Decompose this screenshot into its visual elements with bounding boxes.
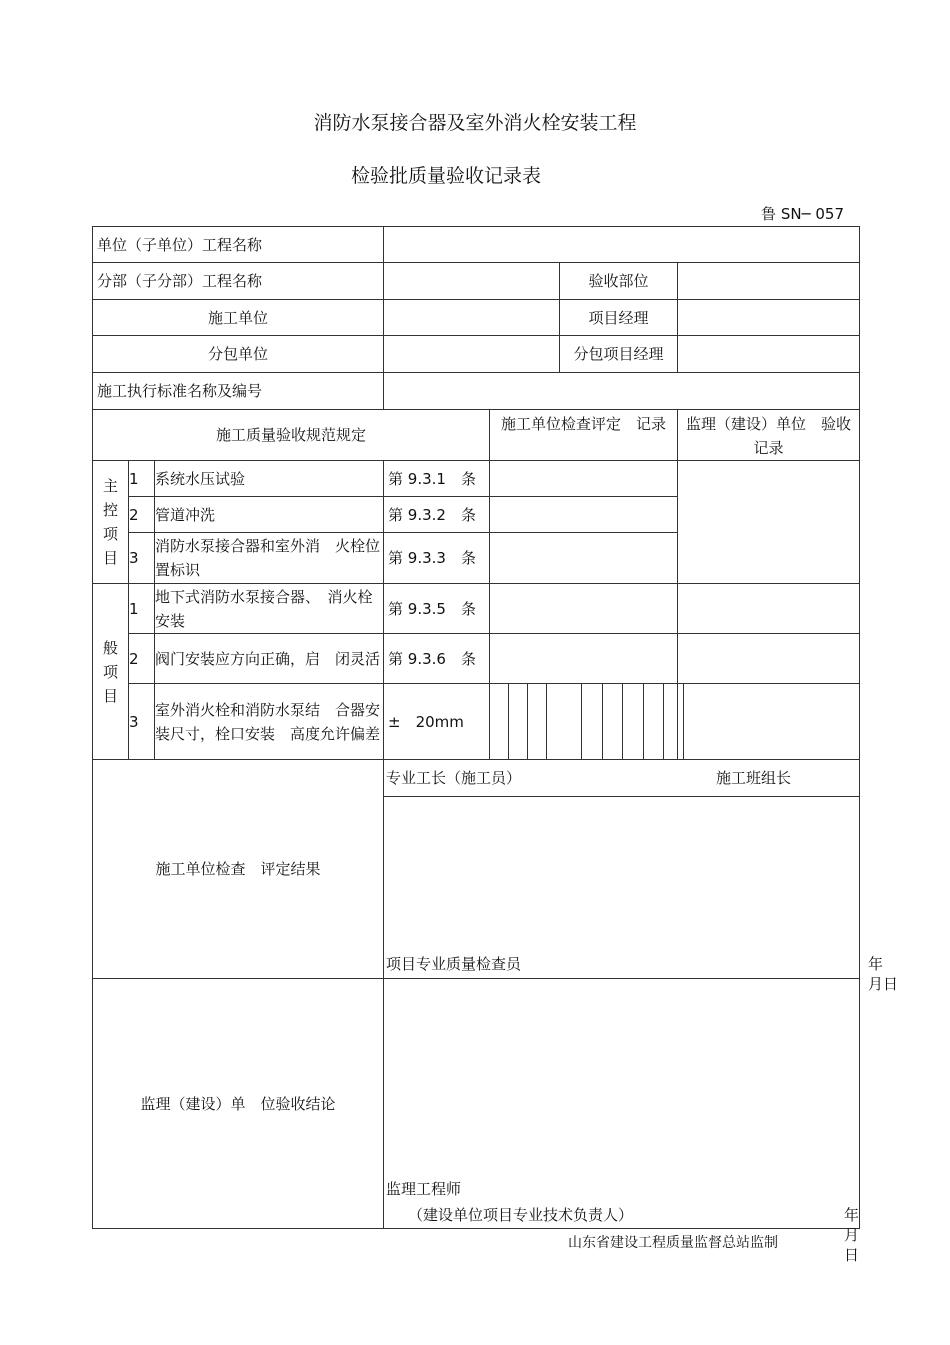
item-clause: 第 9.3.2 条 [384, 497, 490, 533]
supervision-check-cell[interactable] [678, 584, 860, 634]
item-number: 3 [129, 533, 155, 584]
item-text: 系统水压试验 [155, 461, 384, 497]
general-label [93, 584, 129, 760]
deviation-grid-table [490, 684, 684, 759]
item-number: 2 [129, 634, 155, 684]
quality-inspector-label: 项目专业质量检查员 [386, 955, 522, 973]
construction-result-box [384, 760, 899, 993]
item-clause: 第 9.3.5 条 [384, 584, 490, 634]
main-control-char: 主 [102, 477, 118, 495]
form-title: 消防水泵接合器及室外消火栓安装工程 [313, 112, 637, 134]
item-text: 室外消火栓和消防水泵结 合器安装尺寸，栓口安装 高度允许偏差 [155, 684, 384, 760]
construction-date: 年 月日 [868, 955, 899, 993]
item-text: 消防水泵接合器和室外消 火栓位置标识 [155, 533, 384, 584]
acceptance-part-label: 验收部位 [560, 263, 678, 300]
standard-name-label: 施工执行标准名称及编号 [93, 373, 384, 410]
subcontract-pm-label: 分包项目经理 [560, 336, 678, 373]
deviation-cell[interactable] [509, 684, 528, 759]
construction-check-header: 施工单位检查评定 记录 [490, 410, 678, 461]
general-char: 项 [102, 662, 118, 681]
construction-check-cell[interactable] [490, 461, 678, 497]
construction-check-cell[interactable] [490, 634, 678, 684]
supervision-check-cell[interactable] [678, 684, 860, 760]
main-control-label [93, 461, 129, 584]
deviation-grid [490, 684, 678, 760]
supervision-check-cell[interactable] [678, 461, 860, 584]
subcontract-unit-field[interactable] [384, 336, 560, 373]
supervision-result-label: 监理（建设）单 位验收结论 [93, 979, 384, 1229]
supervision-date: 年 月 日 [844, 1206, 875, 1264]
acceptance-part-field[interactable] [678, 263, 860, 300]
item-text: 管道冲洗 [155, 497, 384, 533]
project-manager-label: 项目经理 [560, 300, 678, 336]
unit-project-name-field[interactable] [384, 227, 860, 263]
item-clause: 第 9.3.3 条 [384, 533, 490, 584]
item-clause: 第 9.3.1 条 [384, 461, 490, 497]
item-clause: ± 20mm [384, 684, 490, 760]
deviation-cell[interactable] [547, 684, 582, 759]
deviation-cell[interactable] [623, 684, 644, 759]
project-manager-field[interactable] [678, 300, 860, 336]
item-clause: 第 9.3.6 条 [384, 634, 490, 684]
construction-check-cell[interactable] [490, 533, 678, 584]
sub-project-name-label: 分部（子分部）工程名称 [93, 263, 384, 300]
supervision-check-header: 监理（建设）单位 验收记录 [678, 410, 860, 461]
owner-rep-label: （建设单位项目专业技术负责人） [408, 1206, 634, 1224]
form-subtitle: 检验批质量验收记录表 [350, 165, 541, 187]
unit-project-name-label: 单位（子单位）工程名称 [93, 227, 384, 263]
construction-unit-label: 施工单位 [93, 300, 384, 336]
item-text: 阀门安装应方向正确，启 闭灵活 [155, 634, 384, 684]
deviation-cell[interactable] [603, 684, 623, 759]
construction-check-cell[interactable] [490, 584, 678, 634]
item-number: 3 [129, 684, 155, 760]
footer-issuer: 山东省建设工程质量监督总站监制 [568, 1235, 778, 1251]
deviation-cell[interactable] [644, 684, 664, 759]
standard-name-field[interactable] [384, 373, 860, 410]
item-number: 2 [129, 497, 155, 533]
main-control-char: 目 [102, 549, 118, 567]
subcontract-unit-label: 分包单位 [93, 336, 384, 373]
construction-result-label: 施工单位检查 评定结果 [93, 760, 384, 979]
supervision-engineer-label: 监理工程师 [386, 1180, 462, 1198]
spec-column-header: 施工质量验收规范规定 [93, 410, 490, 461]
general-char: 目 [102, 686, 118, 705]
sub-project-name-field[interactable] [384, 263, 560, 300]
team-leader-label: 施工班组长 [716, 769, 792, 787]
construction-check-cell[interactable] [490, 497, 678, 533]
item-number: 1 [129, 584, 155, 634]
item-number: 1 [129, 461, 155, 497]
construction-unit-field[interactable] [384, 300, 560, 336]
construction-result-area [384, 760, 899, 993]
supervision-check-cell[interactable] [678, 634, 860, 684]
main-control-char: 项 [102, 525, 118, 543]
item-text: 地下式消防水泵接合器、 消火栓安装 [155, 584, 384, 634]
main-control-char: 控 [102, 501, 118, 519]
deviation-cell[interactable] [490, 684, 509, 759]
deviation-cell[interactable] [528, 684, 547, 759]
deviation-cell[interactable] [582, 684, 603, 759]
foreman-row [384, 760, 859, 797]
subcontract-pm-field[interactable] [678, 336, 860, 373]
form-code: 鲁 SN─ 057 [761, 205, 844, 223]
foreman-label: 专业工长（施工员） [386, 769, 522, 787]
general-char: 般 [102, 638, 118, 657]
